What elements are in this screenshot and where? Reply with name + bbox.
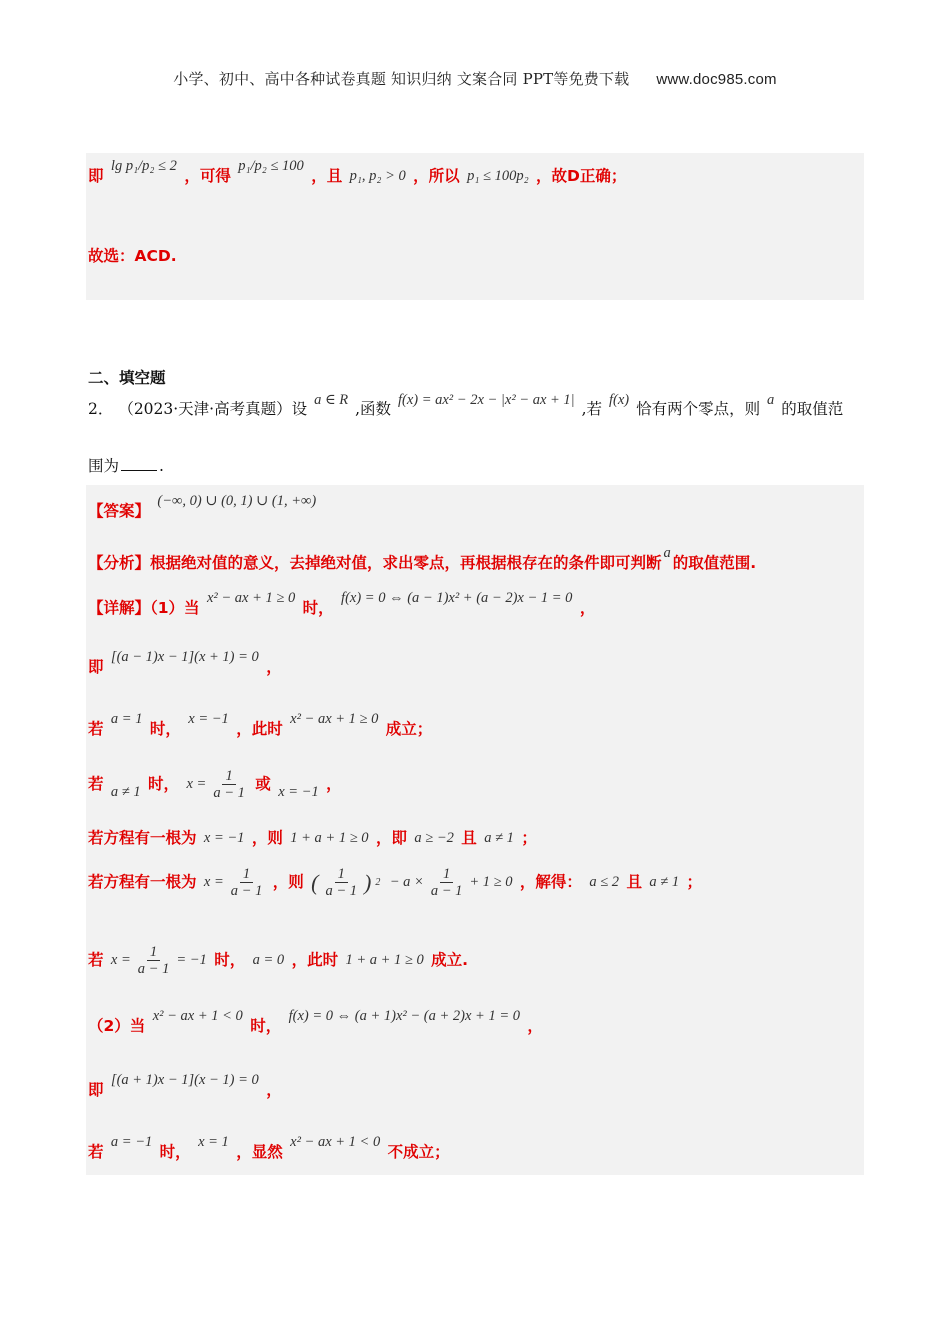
math-expr: f(x) — [609, 391, 630, 408]
detail-line-7: 若 x = $\frac{1}{a - 1}$ = −1 时， a = 0 ，此时 1 + a + 1 ≥ 0 成立. — [88, 944, 469, 977]
math-expr: a ≥ −2 — [414, 830, 454, 846]
math-expr: x² − ax + 1 < 0 — [290, 1134, 381, 1150]
answer-label: 【答案】 — [88, 502, 151, 520]
math-expr: + 1 ≥ 0 — [469, 874, 513, 890]
math-expr: x = — [110, 952, 131, 968]
detail-line-4: 若 a ≠ 1 时， x = $\frac{1}{a - 1}$ 或 x = −1 ， — [88, 768, 342, 801]
math-expr: x² − ax + 1 ≥ 0 — [290, 711, 379, 727]
detail-label: 【详解】 — [88, 599, 151, 617]
math-expr: [(a + 1)x − 1](x − 1) = 0 — [110, 1072, 259, 1088]
math-expr: a = 1 — [110, 711, 143, 727]
math-expr: p₁ ≤ 100p₂ — [467, 168, 529, 184]
math-expr: x = −1 — [203, 830, 245, 846]
detail-line-6: 若方程有一根为 x = $\frac{1}{a - 1}$ ，则 ( $\frac{1}{a - 1}$ ) 2 − a × $\frac{1}{a - 1}$ + 1 ≥ 0 ，解得： a ≤ 2 且 a ≠ 1 ； — [88, 866, 703, 899]
math-expr: f(x) = 0 ⇔ (a − 1)x² + (a − 2)x − 1 = 0 — [341, 590, 573, 606]
detail-line-5: 若方程有一根为 x = −1 ，则 1 + a + 1 ≥ 0 ，即 a ≥ −2 且 a ≠ 1 ； — [88, 829, 537, 847]
math-expr: a — [767, 391, 775, 408]
math-fraction: $\frac{1}{a - 1}$ — [213, 768, 245, 801]
math-expr: a — [663, 545, 671, 561]
math-expr: ( — [311, 869, 319, 895]
math-expr: p₁, p₂ > 0 — [349, 168, 406, 184]
math-expr: x² − ax + 1 < 0 — [152, 1008, 243, 1024]
math-expr: a = 0 — [252, 952, 285, 968]
question-2-line-2: 围为 . — [88, 457, 164, 475]
math-fraction: $\frac{1}{a - 1}$ — [230, 866, 263, 899]
answer-blank[interactable] — [121, 470, 157, 471]
math-expr: x = −1 — [278, 784, 319, 800]
math-fraction: $\frac{1}{a - 1}$ — [137, 944, 170, 977]
analysis-line: 【分析】根据绝对值的意义，去掉绝对值，求出零点，再根据根存在的条件即可判断a的取值范围. — [88, 545, 757, 572]
math-expr: p₁/p₂ ≤ 100 — [238, 158, 304, 174]
answer-line — [88, 493, 318, 521]
detail-line-9: 即 [(a + 1)x − 1](x − 1) = 0 ， — [88, 1072, 282, 1099]
math-expr: (−∞, 0) ∪ (0, 1) ∪ (1, +∞) — [157, 493, 317, 509]
math-expr: a ≠ 1 — [110, 784, 141, 800]
math-expr: a ≠ 1 — [484, 830, 514, 846]
header-text: 小学、初中、高中各种试卷真题 知识归纳 文案合同 PPT等免费下载 — [173, 70, 630, 88]
math-expr: a ≤ 2 — [589, 874, 620, 890]
solution-line-d-correct: 即 lg p₁/p₂ ≤ 2 ，可得 p₁/p₂ ≤ 100 ，且 p₁, p₂ > 0 ，所以 p₁ ≤ 100p₂ ，故D正确； — [88, 158, 627, 185]
math-expr: a = −1 — [110, 1134, 153, 1150]
math-fraction: $\frac{1}{a - 1}$ — [430, 866, 463, 899]
math-expr: a ∈ R — [314, 391, 349, 408]
analysis-label: 【分析】 — [88, 554, 151, 572]
math-fraction: $\frac{1}{a - 1}$ — [325, 866, 358, 899]
math-expr: 1 + a + 1 ≥ 0 — [290, 830, 369, 846]
math-expr: 1 + a + 1 ≥ 0 — [345, 952, 424, 968]
math-expr: x = — [186, 776, 207, 792]
detail-line-2: 即 [(a − 1)x − 1](x + 1) = 0 ， — [88, 649, 282, 676]
math-expr: = −1 — [176, 952, 207, 968]
detail-line-10: 若 a = −1 时， x = 1 ，显然 x² − ax + 1 < 0 不成立； — [88, 1134, 450, 1161]
math-expr: x = — [203, 874, 224, 890]
detail-line-3: 若 a = 1 时， x = −1 ，此时 x² − ax + 1 ≥ 0 成立； — [88, 711, 433, 738]
page-header — [0, 68, 950, 89]
math-expr: f(x) = 0 ⇔ (a + 1)x² − (a + 2)x + 1 = 0 — [288, 1008, 520, 1024]
math-expr: x² − ax + 1 ≥ 0 — [206, 590, 296, 606]
detail-line-1: 【详解】（1）当 x² − ax + 1 ≥ 0 时， f(x) = 0 ⇔ (a − 1)x² + (a − 2)x − 1 = 0 ， — [88, 590, 596, 617]
header-url[interactable]: www.doc985.com — [656, 71, 777, 88]
math-expr: − a × — [389, 874, 424, 890]
math-expr: f(x) = ax² − 2x − |x² − ax + 1| — [397, 391, 575, 408]
math-expr: a ≠ 1 — [649, 874, 680, 890]
section-title: 二、填空题 — [88, 369, 166, 387]
detail-line-8: （2）当 x² − ax + 1 < 0 时， f(x) = 0 ⇔ (a + 1)x² − (a + 2)x + 1 = 0 ， — [88, 1008, 543, 1035]
math-expr: x = −1 — [188, 711, 229, 727]
solution-choice: 故选：ACD. — [88, 247, 177, 265]
math-expr: x = 1 — [198, 1134, 229, 1150]
question-2-line-1: 2． （2023·天津·高考真题）设 a ∈ R ,函数 f(x) = ax² − 2x − |x² − ax + 1| ,若 f(x) 恰有两个零点，则 a 的取值范 — [88, 391, 844, 418]
math-expr: lg p₁/p₂ ≤ 2 — [110, 158, 177, 174]
math-expr: [(a − 1)x − 1](x + 1) = 0 — [110, 649, 259, 665]
